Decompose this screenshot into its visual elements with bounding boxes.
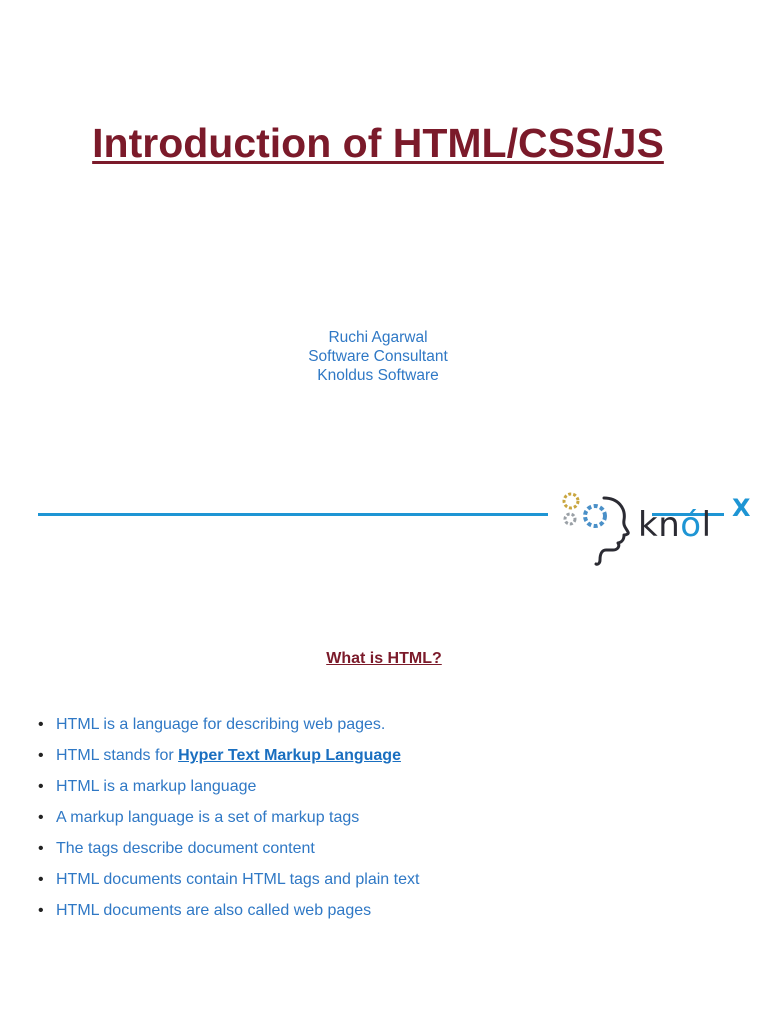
list-item (38, 838, 419, 869)
logo-superscript: X (732, 494, 751, 522)
list-item-text: The tags describe document content (56, 840, 315, 857)
logo-wordmark: knól (638, 505, 712, 545)
list-item (38, 869, 419, 900)
slide-title: Introduction of HTML/CSS/JS (92, 120, 664, 166)
list-item-text: HTML is a markup language (56, 778, 257, 795)
list-item-text: HTML documents contain HTML tags and plain text (56, 871, 420, 888)
knolx-logo (556, 488, 761, 570)
section-heading: What is HTML? (326, 650, 442, 667)
bullet-list (38, 714, 419, 931)
bullet-dot: • (38, 778, 44, 795)
author-block (0, 328, 756, 385)
author-role: Software Consultant (308, 348, 448, 365)
list-item-text: A markup language is a set of markup tags (56, 809, 360, 826)
bullet-dot: • (38, 902, 44, 919)
bullet-dot: • (38, 809, 44, 826)
divider-line (38, 513, 548, 516)
list-item (38, 807, 419, 838)
bullet-dot: • (38, 747, 44, 764)
list-item-text: HTML is a language for describing web pages. (56, 716, 386, 733)
list-item (38, 714, 419, 745)
bullet-dot: • (38, 840, 44, 857)
list-item (38, 745, 419, 776)
author-company: Knoldus Software (317, 367, 439, 384)
gear-head-icon (556, 488, 636, 570)
list-item (38, 900, 419, 931)
list-item-text: HTML documents are also called web pages (56, 902, 372, 919)
list-item-text: HTML stands for (56, 747, 179, 764)
bullet-dot: • (38, 871, 44, 888)
emphasized-term: Hyper Text Markup Language (178, 747, 401, 764)
author-name: Ruchi Agarwal (328, 329, 428, 346)
list-item (38, 776, 419, 807)
bullet-dot: • (38, 716, 44, 733)
html-intro-slide (0, 590, 768, 1024)
